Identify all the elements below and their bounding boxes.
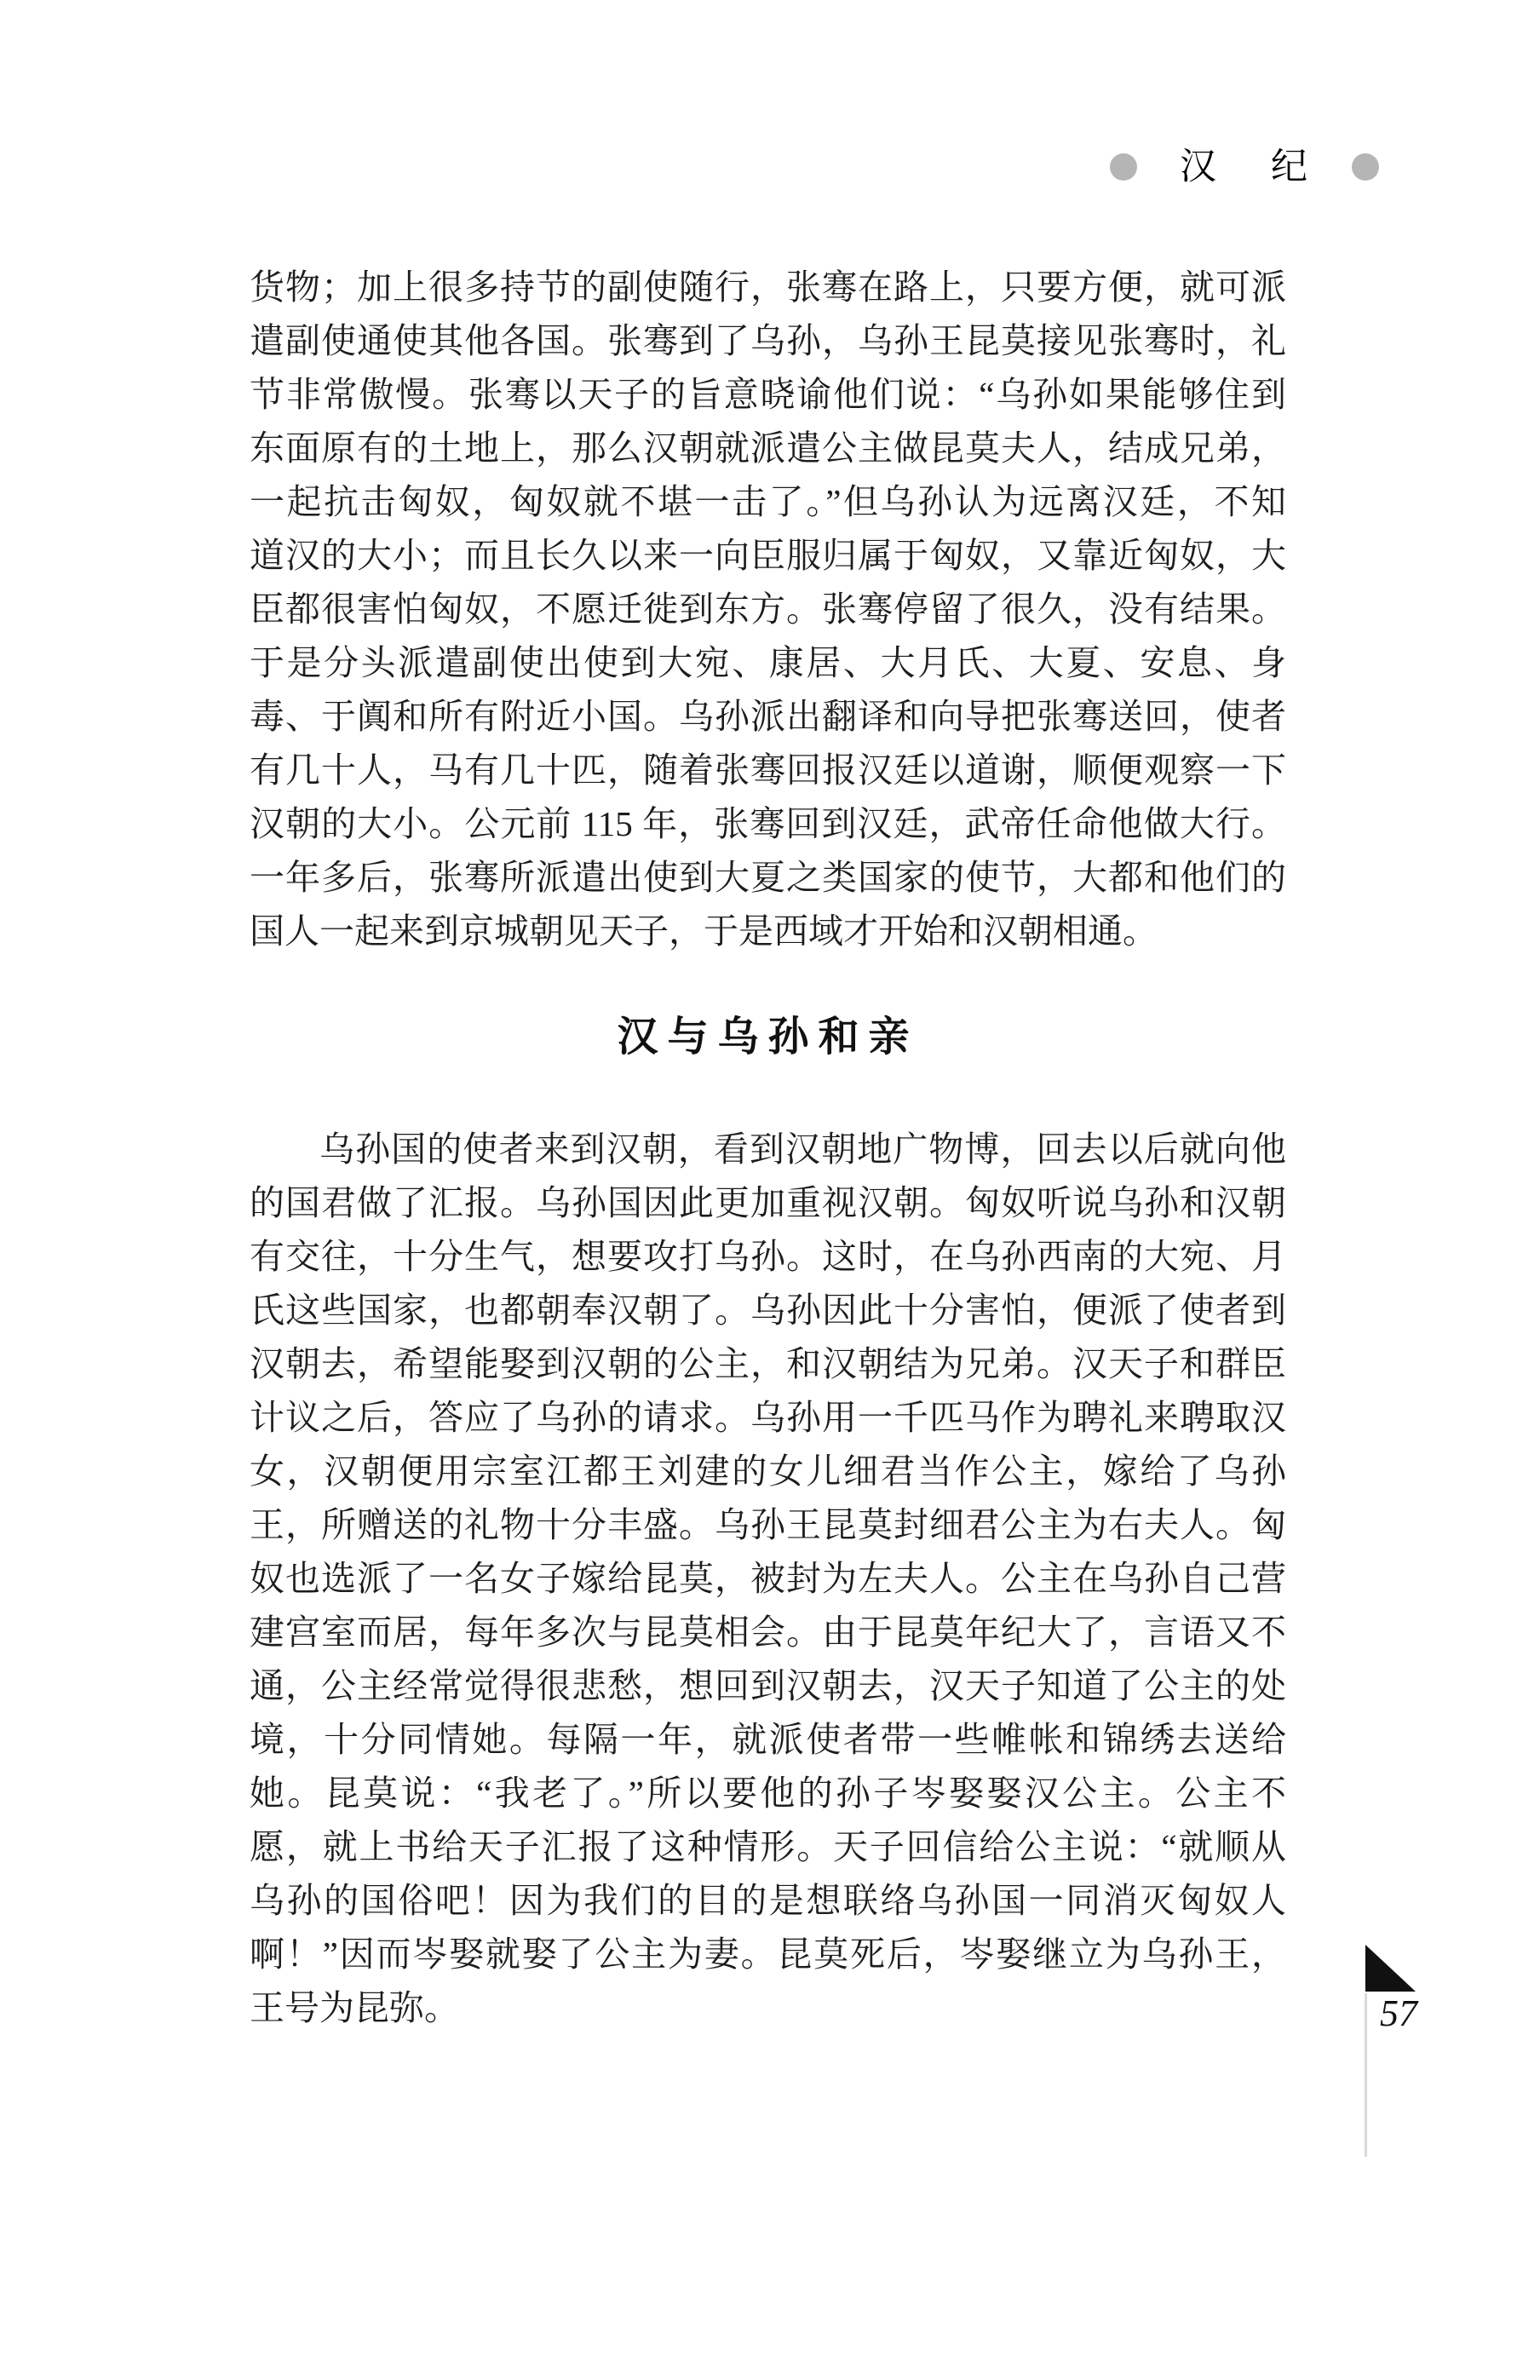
- text-line: 氏这些国家，也都朝奉汉朝了。乌孙因此十分害怕，便派了使者到: [250, 1291, 1286, 1330]
- text-line: 的国君做了汇报。乌孙国因此更加重视汉朝。匈奴听说乌孙和汉朝: [250, 1183, 1286, 1222]
- text-line: 有交往，十分生气，想要攻打乌孙。这时，在乌孙西南的大宛、月: [250, 1237, 1286, 1276]
- text-line: 道汉的大小；而且长久以来一向臣服归属于匈奴，又靠近匈奴，大: [250, 536, 1286, 575]
- text-line: 汉朝去，希望能娶到汉朝的公主，和汉朝结为兄弟。汉天子和群臣: [250, 1344, 1286, 1383]
- text-line: 有几十人，马有几十匹，随着张骞回报汉廷以道谢，顺便观察一下: [250, 750, 1286, 790]
- running-head-title-left: 汉: [1180, 147, 1216, 187]
- text-line: 国人一起来到京城朝见天子，于是西域才开始和汉朝相通。: [250, 911, 1158, 951]
- text-line: 计议之后，答应了乌孙的请求。乌孙用一千匹马作为聘礼来聘取汉: [250, 1398, 1286, 1437]
- corner-triangle-icon: [1365, 1945, 1416, 1992]
- text-line: 她。昆莫说：“我老了。”所以要他的孙子岑娶娶汉公主。公主不: [250, 1774, 1286, 1813]
- text-line: 王号为昆弥。: [250, 1988, 459, 2027]
- text-line: 臣都很害怕匈奴，不愿迁徙到东方。张骞停留了很久，没有结果。: [250, 589, 1286, 629]
- paragraph-2: [250, 1123, 1286, 2035]
- text-line: 愿，就上书给天子汇报了这种情形。天子回信给公主说：“就顺从: [250, 1827, 1286, 1866]
- running-head-title-right: 纪: [1271, 147, 1307, 187]
- text-line: 一起抗击匈奴，匈奴就不堪一击了。”但乌孙认为远离汉廷，不知: [250, 482, 1286, 521]
- page-number: 57: [1380, 1992, 1417, 2034]
- header-dot-left-icon: [1110, 153, 1137, 181]
- text-line: 货物；加上很多持节的副使随行，张骞在路上，只要方便，就可派: [250, 267, 1286, 307]
- section-heading: 汉与乌孙和亲: [617, 1015, 919, 1060]
- page-margin-rule: [1365, 1993, 1367, 2157]
- text-line: 啊！”因而岑娶就娶了公主为妻。昆莫死后，岑娶继立为乌孙王，: [250, 1934, 1286, 1974]
- text-line: 建宫室而居，每年多次与昆莫相会。由于昆莫年纪大了，言语又不: [250, 1613, 1286, 1652]
- text-line: 王，所赠送的礼物十分丰盛。乌孙王昆莫封细君公主为右夫人。匈: [250, 1505, 1286, 1544]
- text-line: 女，汉朝便用宗室江都王刘建的女儿细君当作公主，嫁给了乌孙: [250, 1452, 1286, 1491]
- text-line: 乌孙的国俗吧！因为我们的目的是想联络乌孙国一同消灭匈奴人: [250, 1881, 1286, 1920]
- text-line: 毒、于阗和所有附近小国。乌孙派出翻译和向导把张骞送回，使者: [250, 697, 1286, 736]
- header-dot-right-icon: [1352, 153, 1379, 181]
- text-line: 节非常傲慢。张骞以天子的旨意晓谕他们说：“乌孙如果能够住到: [250, 375, 1286, 414]
- text-line: 汉朝的大小。公元前 115 年，张骞回到汉廷，武帝任命他做大行。: [250, 804, 1286, 843]
- text-line: 遣副使通使其他各国。张骞到了乌孙，乌孙王昆莫接见张骞时，礼: [250, 321, 1286, 360]
- text-line: 境，十分同情她。每隔一年，就派使者带一些帷帐和锦绣去送给: [250, 1720, 1286, 1759]
- running-head: [1110, 145, 1379, 189]
- text-line: 一年多后，张骞所派遣出使到大夏之类国家的使节，大都和他们的: [250, 858, 1286, 897]
- text-line: 东面原有的土地上，那么汉朝就派遣公主做昆莫夫人，结成兄弟，: [250, 428, 1286, 468]
- text-line: 乌孙国的使者来到汉朝，看到汉朝地广物博，回去以后就向他: [319, 1130, 1286, 1169]
- text-line: 于是分头派遣副使出使到大宛、康居、大月氏、大夏、安息、身: [250, 643, 1286, 682]
- text-line: 奴也选派了一名女子嫁给昆莫，被封为左夫人。公主在乌孙自己营: [250, 1559, 1286, 1598]
- paragraph-1: [250, 261, 1286, 958]
- text-line: 通，公主经常觉得很悲愁，想回到汉朝去，汉天子知道了公主的处: [250, 1666, 1286, 1705]
